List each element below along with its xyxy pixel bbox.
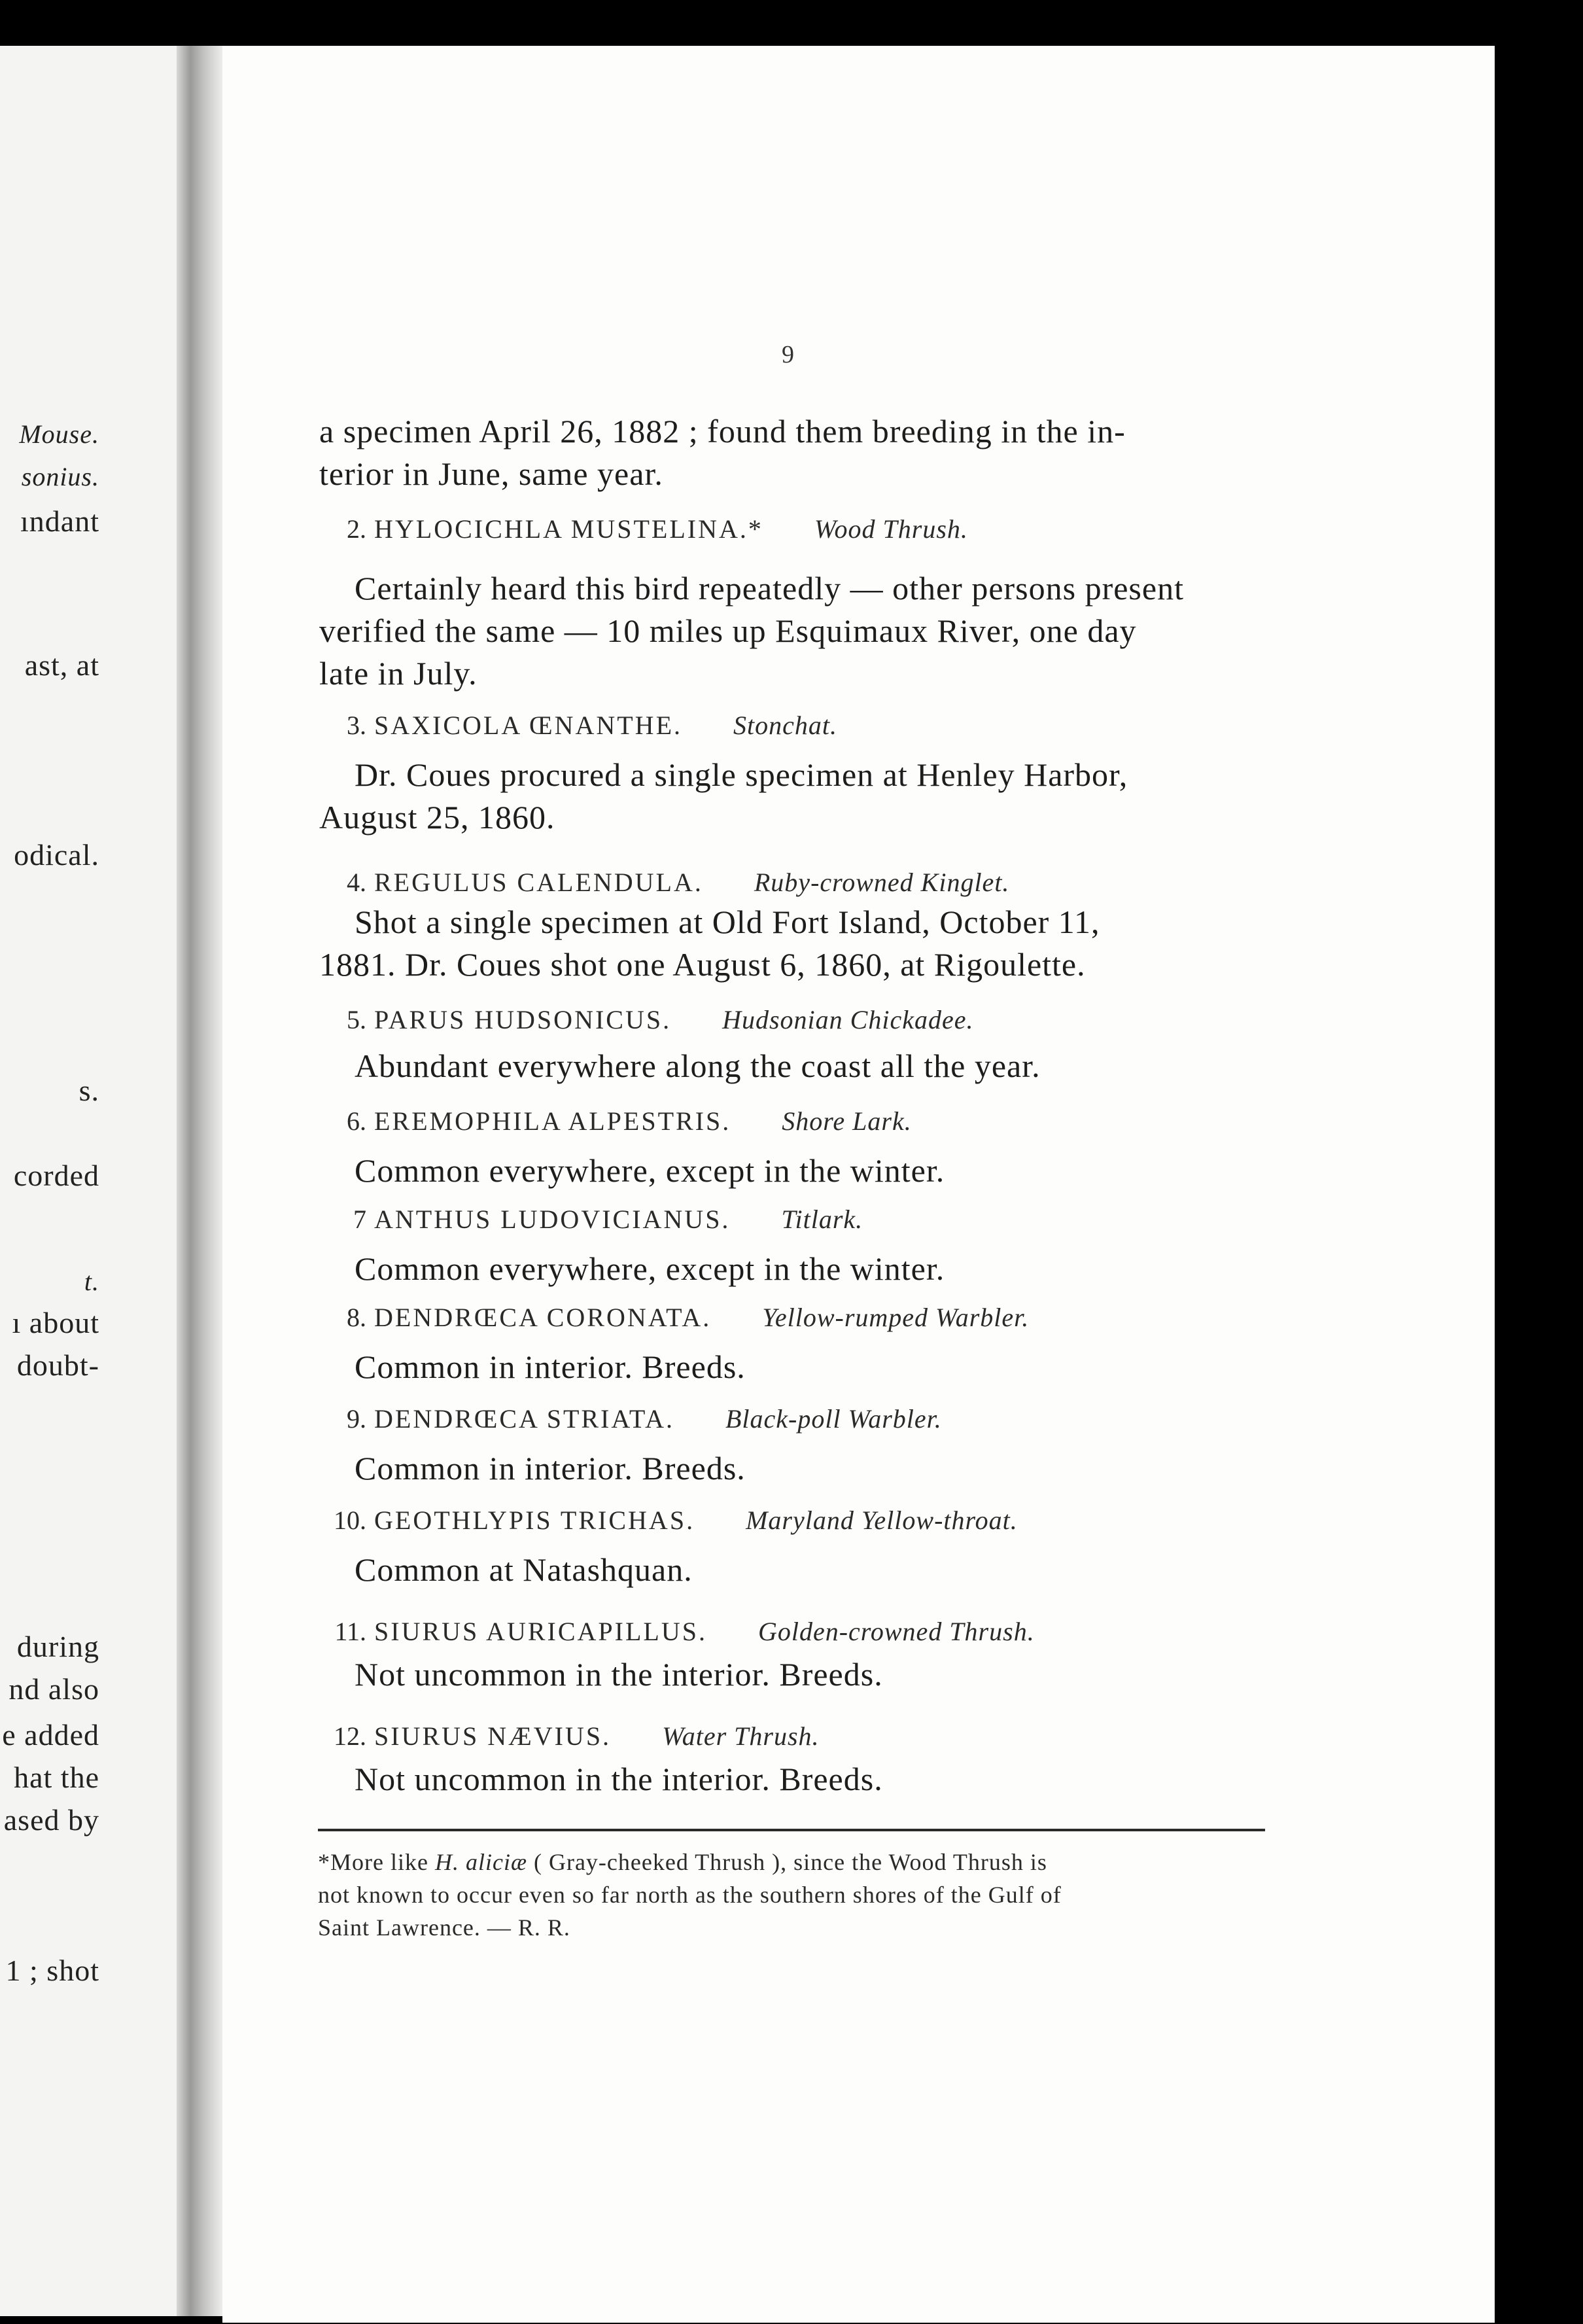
species-note-line: Dr. Coues procured a single specimen at Henley Harbor, bbox=[355, 756, 1128, 793]
species-number: 9. bbox=[347, 1404, 366, 1434]
scientific-name: PARUS HUDSONICUS. bbox=[374, 1005, 672, 1034]
page-number: 9 bbox=[782, 341, 794, 368]
scientific-name: SIURUS NÆVIUS. bbox=[374, 1721, 612, 1751]
left-page-fragment: ased by bbox=[3, 1803, 99, 1837]
species-note-line: 1881. Dr. Coues shot one August 6, 1860, at Rigoulette. bbox=[319, 946, 1086, 983]
species-number: 12. bbox=[334, 1721, 366, 1751]
left-page-fragment: doubt- bbox=[16, 1348, 99, 1382]
scientific-name: REGULUS CALENDULA. bbox=[374, 868, 703, 897]
scientific-name: HYLOCICHLA MUSTELINA.* bbox=[374, 514, 763, 544]
common-name: Yellow-rumped Warbler. bbox=[762, 1303, 1030, 1332]
species-note-line: Shot a single specimen at Old Fort Island, October 11, bbox=[355, 904, 1100, 940]
species-number: 3. bbox=[347, 711, 366, 740]
common-name: Water Thrush. bbox=[662, 1721, 820, 1751]
left-facing-page bbox=[0, 46, 177, 2316]
common-name: Shore Lark. bbox=[782, 1106, 912, 1136]
species-note-line: Not uncommon in the interior. Breeds. bbox=[355, 1761, 883, 1797]
left-page-fragment: ındant bbox=[20, 504, 99, 538]
footnote-species: H. aliciæ bbox=[434, 1849, 527, 1875]
species-entry-heading bbox=[321, 1004, 973, 1035]
species-note-line: Common everywhere, except in the winter. bbox=[355, 1250, 945, 1287]
footnote-line-2: not known to occur even so far north as the southern shores of the Gulf of bbox=[318, 1882, 1062, 1908]
species-note-line: Common at Natashquan. bbox=[355, 1551, 693, 1588]
scientific-name: SIURUS AURICAPILLUS. bbox=[374, 1617, 707, 1646]
left-page-fragment: e added bbox=[2, 1718, 99, 1752]
common-name: Hudsonian Chickadee. bbox=[722, 1005, 974, 1034]
species-number: 10. bbox=[334, 1505, 366, 1535]
footnote-line-3: Saint Lawrence. — R. R. bbox=[318, 1914, 570, 1941]
left-page-fragment: hat the bbox=[14, 1761, 99, 1794]
species-number: 6. bbox=[347, 1106, 366, 1136]
scientific-name: EREMOPHILA ALPESTRIS. bbox=[374, 1106, 731, 1136]
footnote-rule bbox=[318, 1829, 1265, 1831]
species-number: 2. bbox=[347, 514, 366, 544]
left-page-fragment: nd also bbox=[9, 1672, 99, 1706]
species-note-line: late in July. bbox=[319, 655, 478, 692]
species-entry-heading bbox=[321, 1616, 1035, 1647]
species-number: 11. bbox=[334, 1617, 366, 1646]
species-entry-heading bbox=[321, 1505, 1018, 1536]
left-page-fragment: 1 ; shot bbox=[5, 1954, 99, 1987]
left-page-fragment: s. bbox=[78, 1074, 99, 1107]
common-name: Ruby-crowned Kinglet. bbox=[754, 868, 1010, 897]
scientific-name: ANTHUS LUDOVICIANUS. bbox=[374, 1205, 731, 1234]
species-entry-heading bbox=[321, 867, 1009, 898]
species-number: 7 bbox=[353, 1205, 366, 1234]
species-entry-heading bbox=[321, 710, 837, 741]
common-name: Black-poll Warbler. bbox=[725, 1404, 942, 1434]
common-name: Maryland Yellow-throat. bbox=[746, 1505, 1018, 1535]
species-entry-heading bbox=[321, 1106, 912, 1136]
species-note-line: Common in interior. Breeds. bbox=[355, 1348, 746, 1385]
left-page-fragment: t. bbox=[84, 1267, 99, 1296]
intro-line-1: a specimen April 26, 1882 ; found them breeding in the in- bbox=[319, 413, 1126, 449]
common-name: Wood Thrush. bbox=[814, 514, 968, 544]
species-number: 5. bbox=[347, 1005, 366, 1034]
left-page-fragment: corded bbox=[13, 1159, 99, 1192]
intro-line-2: terior in June, same year. bbox=[319, 455, 663, 492]
left-page-fragment: Mouse. bbox=[19, 419, 99, 449]
species-entry-heading bbox=[321, 1403, 942, 1434]
species-note-line: Abundant everywhere along the coast all the year. bbox=[355, 1048, 1041, 1084]
left-page-fragment: during bbox=[16, 1630, 99, 1663]
common-name: Titlark. bbox=[781, 1205, 863, 1234]
species-note-line: Not uncommon in the interior. Breeds. bbox=[355, 1656, 883, 1693]
left-page-fragment: ast, at bbox=[24, 648, 99, 682]
species-entry-heading bbox=[321, 514, 968, 544]
species-number: 8. bbox=[347, 1303, 366, 1332]
species-note-line: Certainly heard this bird repeatedly — other persons present bbox=[355, 570, 1184, 607]
species-note-line: Common in interior. Breeds. bbox=[355, 1450, 746, 1487]
footnote-line-1: *More like H. aliciæ ( Gray-cheeked Thrush ), since the Wood Thrush is bbox=[318, 1849, 1047, 1875]
species-entry-heading bbox=[321, 1721, 820, 1752]
common-name: Golden-crowned Thrush. bbox=[757, 1617, 1035, 1646]
left-page-fragment: odical. bbox=[14, 838, 99, 872]
species-note-line: August 25, 1860. bbox=[319, 799, 555, 836]
scientific-name: DENDRŒCA CORONATA. bbox=[374, 1303, 712, 1332]
species-entry-heading bbox=[321, 1204, 863, 1235]
species-number: 4. bbox=[347, 868, 366, 897]
common-name: Stonchat. bbox=[733, 711, 837, 740]
left-page-fragment: sonius. bbox=[21, 462, 99, 491]
species-entry-heading bbox=[321, 1302, 1029, 1333]
page-gutter bbox=[177, 46, 222, 2316]
scientific-name: SAXICOLA ŒNANTHE. bbox=[374, 711, 682, 740]
left-page-fragment: ı about bbox=[12, 1306, 99, 1339]
scientific-name: GEOTHLYPIS TRICHAS. bbox=[374, 1505, 695, 1535]
scientific-name: DENDRŒCA STRIATA. bbox=[374, 1404, 674, 1434]
species-note-line: Common everywhere, except in the winter. bbox=[355, 1152, 945, 1189]
species-note-line: verified the same — 10 miles up Esquimaux River, one day bbox=[319, 612, 1137, 649]
